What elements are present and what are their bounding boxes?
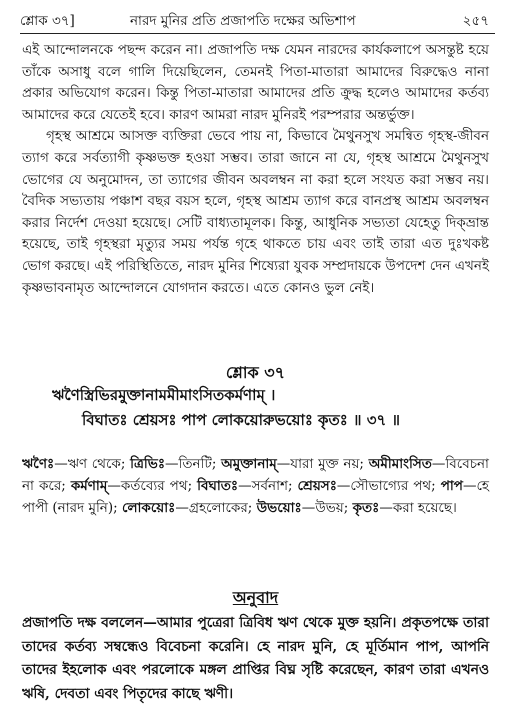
synonym-meaning: যারা মুক্ত নয়; [290, 456, 364, 472]
synonym-term: লোকয়োঃ [121, 500, 176, 516]
synonym-meaning: কর্তব্যের পথ; [120, 478, 193, 494]
verse-block [22, 360, 489, 440]
verse-line-1: ঋণৈস্ত্রিভিরমুক্তানামমীমাংসিতকর্মণাম্‌ । [52, 386, 276, 404]
header-rule [20, 33, 495, 34]
word-for-word-text: ঋণৈঃ—ঋণ থেকে; ত্রিভিঃ—তিনটি; অমুক্তানাম্‌—যারা মুক্ত নয়; অমীমাংসিত—বিবেচনা না করে; কর্মণাম্‌—কর্তব্যের পথ; বিঘাতঃ—সর্বনাশ; শ্রেয়সঃ—সৌভাগ্যের পথ; পাপ—হে পাপী (নারদ মুনি); লোকয়োঃ—গ্রহলোকের; উভয়োঃ—উভয়; কৃতঃ—করা হয়েছে। [22, 456, 490, 516]
translation-heading [22, 585, 489, 609]
synonym-meaning: তিনটি; [178, 456, 217, 472]
synonym-term: কর্মণাম্‌ [70, 478, 108, 494]
synonym-meaning: করা হয়েছে। [392, 500, 457, 516]
verse-line-2: বিঘাতঃ শ্রেয়সঃ পাপ লোকয়োরুভয়োঃ কৃতঃ ॥ ৩৭ ॥ [82, 411, 400, 429]
verse-title: শ্লোক ৩৭ [225, 363, 286, 382]
synonym-term: অমীমাংসিত [368, 456, 432, 472]
purport-body [22, 40, 489, 299]
translation-title: অনুবাদ [232, 588, 279, 607]
word-for-word [22, 453, 489, 519]
purport-paragraph-1: এই আন্দোলনকে পছন্দ করেন না। প্রজাপতি দক্ষ যেমন নারদের কার্যকলাপে অসন্তুষ্ট হয়ে তাঁকে অসাধু বলে গালি দিয়েছিলেন, তেমনই পিতা-মাতারা আমাদের বিরুদ্ধেও নানা প্রকার অভিযোগ করেন। কিন্তু পিতা-মাতারা আমাদের প্রতি ক্রুদ্ধ হলেও আমাদের কর্তব্য আমাদের করে যেতেই হবে। কারণ আমরা নারদ মুনিরই পরম্পরার অন্তর্ভুক্ত। [22, 42, 489, 123]
synonym-meaning: ঋণ থেকে; [67, 456, 126, 472]
synonym-meaning: উভয়; [315, 500, 349, 516]
synonym-term: বিঘাতঃ [197, 478, 239, 494]
translation-text: প্রজাপতি দক্ষ বললেন—আমার পুত্রেরা ত্রিবিধ ঋণ থেকে মুক্ত হয়নি। প্রকৃতপক্ষে তারা তাদের কর্তব্য সম্বন্ধেও বিবেচনা করেনি। হে নারদ মুনি, হে মূর্তিমান পাপ, আপনি তাদের ইহলোক এবং পরলোকে মঙ্গল প্রাপ্তির বিঘ্ন সৃষ্টি করেছেন, কারণ তারা এখনও ঋষি, দেবতা এবং পিতৃদের কাছে ঋণী। [22, 615, 489, 702]
running-header [20, 10, 495, 34]
synonym-meaning: সৌভাগ্যের পথ; [350, 478, 436, 494]
synonym-meaning: হে পাপী (নারদ মুনি); [22, 478, 490, 516]
synonym-term: অমুক্তানাম্‌ [221, 456, 277, 472]
synonym-meaning: বিবেচনা না করে; [22, 456, 489, 494]
synonym-meaning: গ্রহলোকের; [188, 500, 253, 516]
synonym-term: ত্রিভিঃ [130, 456, 166, 472]
purport-paragraph-2: গৃহস্থ আশ্রমে আসক্ত ব্যক্তিরা ভেবে পায় না, কিভাবে মৈথুনসুখ সমন্বিত গৃহস্থ-জীবন ত্যাগ করে সর্বত্যাগী কৃষ্ণভক্ত হওয়া সম্ভব। তারা জানে না যে, গৃহস্থ আশ্রমে মৈথুনসুখ ভোগের যে অনুমোদন, তা ত্যাগের জীবন অবলম্বন না করা হলে সংযত করা সম্ভব নয়। বৈদিক সভ্যতায় পঞ্চাশ বছর বয়স হলে, গৃহস্থ আশ্রম ত্যাগ করে বানপ্রস্থ আশ্রম অবলম্বন করার নির্দেশ দেওয়া হয়েছে। সেটি বাধ্যতামূলক। কিন্তু, আধুনিক সভ্যতা যেহেতু দিক্‌ভ্রান্ত হয়েছে, তাই গৃহস্থরা মৃত্যুর সময় পর্যন্ত গৃহে থাকতে চায় এবং তাই তারা এত দুঃখকষ্ট ভোগ করছে। এই পরিস্থিতিতে, নারদ মুনির শিষ্যেরা যুবক সম্প্রদায়কে উপদেশ দেন এখনই কৃষ্ণভাবনামৃত আন্দোলনে যোগদান করতে। এতে কোনও ভুল নেই। [22, 128, 489, 296]
synonym-term: ঋণৈঃ [22, 456, 55, 472]
translation-block [22, 612, 489, 706]
synonym-term: কৃতঃ [352, 500, 380, 516]
synonym-term: শ্রেয়সঃ [297, 478, 337, 494]
synonym-meaning: সর্বনাশ; [251, 478, 293, 494]
page-number: ২৫৭ [462, 13, 489, 29]
synonym-term: উভয়োঃ [256, 500, 302, 516]
synonym-term: পাপ [440, 478, 463, 494]
chapter-title: নারদ মুনির প্রতি প্রজাপতি দক্ষের অভিশাপ [130, 13, 356, 29]
verse-reference: শ্লোক ৩৭] [20, 13, 75, 29]
